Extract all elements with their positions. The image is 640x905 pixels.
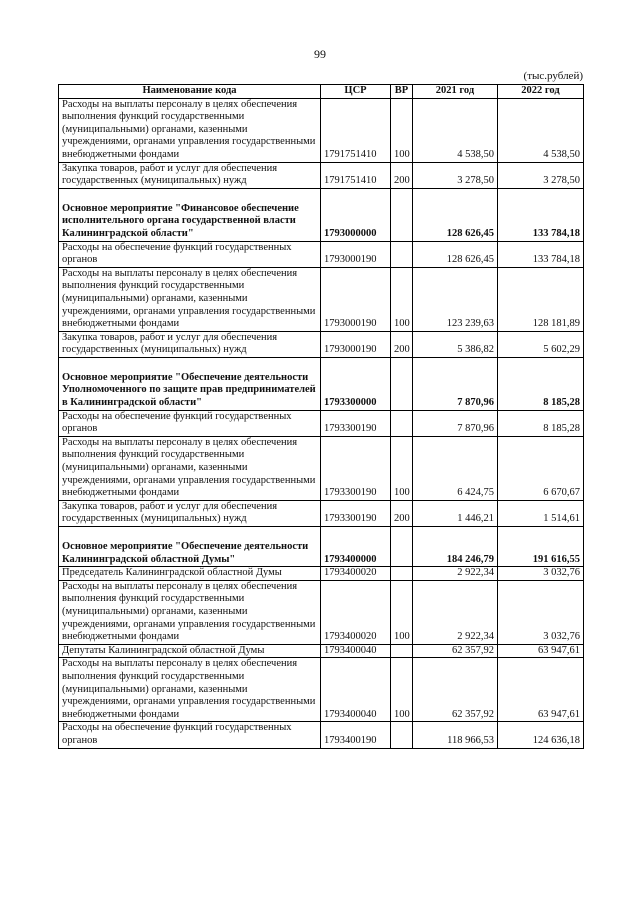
row-2022-value: 63 947,61 xyxy=(498,644,584,658)
row-2022-value: 1 514,61 xyxy=(498,500,584,526)
header-row xyxy=(59,85,584,99)
row-2022-value: 133 784,18 xyxy=(498,241,584,267)
row-name: Закупка товаров, работ и услуг для обеспечения государственных (муниципальных) нужд xyxy=(59,162,321,188)
row-csr: 1793400040 xyxy=(321,644,391,658)
row-2022-value: 4 538,50 xyxy=(498,98,584,162)
row-2022-value: 191 616,55 xyxy=(498,527,584,567)
table-row xyxy=(59,658,584,722)
row-2021-value: 62 357,92 xyxy=(413,644,498,658)
row-2021-value: 2 922,34 xyxy=(413,567,498,581)
row-name: Расходы на обеспечение функций государственных органов xyxy=(59,241,321,267)
units-label: (тыс.рублей) xyxy=(523,70,583,82)
table-row xyxy=(59,644,584,658)
row-vr xyxy=(391,188,413,241)
row-2022-value: 3 032,76 xyxy=(498,567,584,581)
row-2022-value: 8 185,28 xyxy=(498,357,584,410)
row-vr xyxy=(391,644,413,658)
row-name: Основное мероприятие "Обеспечение деятельности Уполномоченного по защите прав предпринимателей в Калининградской области" xyxy=(59,357,321,410)
row-2021-value: 128 626,45 xyxy=(413,188,498,241)
table-row xyxy=(59,241,584,267)
row-vr xyxy=(391,567,413,581)
row-name: Председатель Калининградской областной Думы xyxy=(59,567,321,581)
row-2022-value: 6 670,67 xyxy=(498,436,584,500)
row-2021-value: 118 966,53 xyxy=(413,722,498,748)
page-number: 99 xyxy=(314,47,326,61)
row-csr: 1793000190 xyxy=(321,331,391,357)
row-csr: 1791751410 xyxy=(321,162,391,188)
row-2021-value: 62 357,92 xyxy=(413,658,498,722)
header-2021: 2021 год xyxy=(413,85,498,99)
row-2021-value: 5 386,82 xyxy=(413,331,498,357)
header-name: Наименование кода xyxy=(59,85,321,99)
row-2022-value: 5 602,29 xyxy=(498,331,584,357)
header-2022: 2022 год xyxy=(498,85,584,99)
row-csr: 1793000190 xyxy=(321,241,391,267)
row-name: Основное мероприятие "Финансовое обеспечение исполнительного органа государственной власти Калининградской области" xyxy=(59,188,321,241)
row-vr: 100 xyxy=(391,658,413,722)
row-2021-value: 7 870,96 xyxy=(413,357,498,410)
row-2022-value: 8 185,28 xyxy=(498,410,584,436)
table-row xyxy=(59,331,584,357)
row-2022-value: 133 784,18 xyxy=(498,188,584,241)
row-vr xyxy=(391,722,413,748)
row-vr: 100 xyxy=(391,436,413,500)
row-vr: 100 xyxy=(391,267,413,331)
table-row xyxy=(59,98,584,162)
table-row xyxy=(59,567,584,581)
row-name: Закупка товаров, работ и услуг для обеспечения государственных (муниципальных) нужд xyxy=(59,500,321,526)
row-2021-value: 6 424,75 xyxy=(413,436,498,500)
row-name: Расходы на выплаты персоналу в целях обеспечения выполнения функций государственными (муниципальными) органами, казенными учреждениями, органами управления государственными внебюджетными фондами xyxy=(59,98,321,162)
table-row xyxy=(59,580,584,644)
row-2022-value: 3 278,50 xyxy=(498,162,584,188)
row-csr: 1793300190 xyxy=(321,410,391,436)
row-vr xyxy=(391,410,413,436)
row-csr: 1791751410 xyxy=(321,98,391,162)
row-csr: 1793300000 xyxy=(321,357,391,410)
row-csr: 1793400020 xyxy=(321,580,391,644)
budget-table xyxy=(58,84,584,749)
row-name: Основное мероприятие "Обеспечение деятельности Калининградской областной Думы" xyxy=(59,527,321,567)
row-name: Расходы на выплаты персоналу в целях обеспечения выполнения функций государственными (муниципальными) органами, казенными учреждениями, органами управления государственными внебюджетными фондами xyxy=(59,436,321,500)
row-name: Расходы на обеспечение функций государственных органов xyxy=(59,410,321,436)
table-row xyxy=(59,410,584,436)
row-name: Депутаты Калининградской областной Думы xyxy=(59,644,321,658)
row-csr: 1793000190 xyxy=(321,267,391,331)
table-row xyxy=(59,722,584,748)
table-row xyxy=(59,436,584,500)
row-csr: 1793400190 xyxy=(321,722,391,748)
row-vr xyxy=(391,357,413,410)
row-2022-value: 63 947,61 xyxy=(498,658,584,722)
row-name: Расходы на обеспечение функций государственных органов xyxy=(59,722,321,748)
row-csr: 1793400040 xyxy=(321,658,391,722)
row-2021-value: 7 870,96 xyxy=(413,410,498,436)
table-row xyxy=(59,188,584,241)
row-vr: 100 xyxy=(391,98,413,162)
row-vr xyxy=(391,241,413,267)
row-2022-value: 128 181,89 xyxy=(498,267,584,331)
row-2021-value: 1 446,21 xyxy=(413,500,498,526)
row-2021-value: 3 278,50 xyxy=(413,162,498,188)
row-2021-value: 128 626,45 xyxy=(413,241,498,267)
header-vr: ВР xyxy=(391,85,413,99)
row-csr: 1793400000 xyxy=(321,527,391,567)
table-row xyxy=(59,357,584,410)
row-2022-value: 124 636,18 xyxy=(498,722,584,748)
row-csr: 1793300190 xyxy=(321,500,391,526)
table-row xyxy=(59,162,584,188)
row-name: Расходы на выплаты персоналу в целях обеспечения выполнения функций государственными (муниципальными) органами, казенными учреждениями, органами управления государственными внебюджетными фондами xyxy=(59,580,321,644)
row-csr: 1793400020 xyxy=(321,567,391,581)
row-2021-value: 123 239,63 xyxy=(413,267,498,331)
row-name: Расходы на выплаты персоналу в целях обеспечения выполнения функций государственными (муниципальными) органами, казенными учреждениями, органами управления государственными внебюджетными фондами xyxy=(59,658,321,722)
row-2021-value: 4 538,50 xyxy=(413,98,498,162)
header-csr: ЦСР xyxy=(321,85,391,99)
row-csr: 1793300190 xyxy=(321,436,391,500)
row-vr: 100 xyxy=(391,580,413,644)
table-row xyxy=(59,267,584,331)
table-row xyxy=(59,527,584,567)
row-2021-value: 2 922,34 xyxy=(413,580,498,644)
row-vr: 200 xyxy=(391,162,413,188)
row-vr: 200 xyxy=(391,500,413,526)
row-vr xyxy=(391,527,413,567)
row-name: Расходы на выплаты персоналу в целях обеспечения выполнения функций государственными (муниципальными) органами, казенными учреждениями, органами управления государственными внебюджетными фондами xyxy=(59,267,321,331)
row-2021-value: 184 246,79 xyxy=(413,527,498,567)
row-vr: 200 xyxy=(391,331,413,357)
table-row xyxy=(59,500,584,526)
row-2022-value: 3 032,76 xyxy=(498,580,584,644)
row-csr: 1793000000 xyxy=(321,188,391,241)
row-name: Закупка товаров, работ и услуг для обеспечения государственных (муниципальных) нужд xyxy=(59,331,321,357)
